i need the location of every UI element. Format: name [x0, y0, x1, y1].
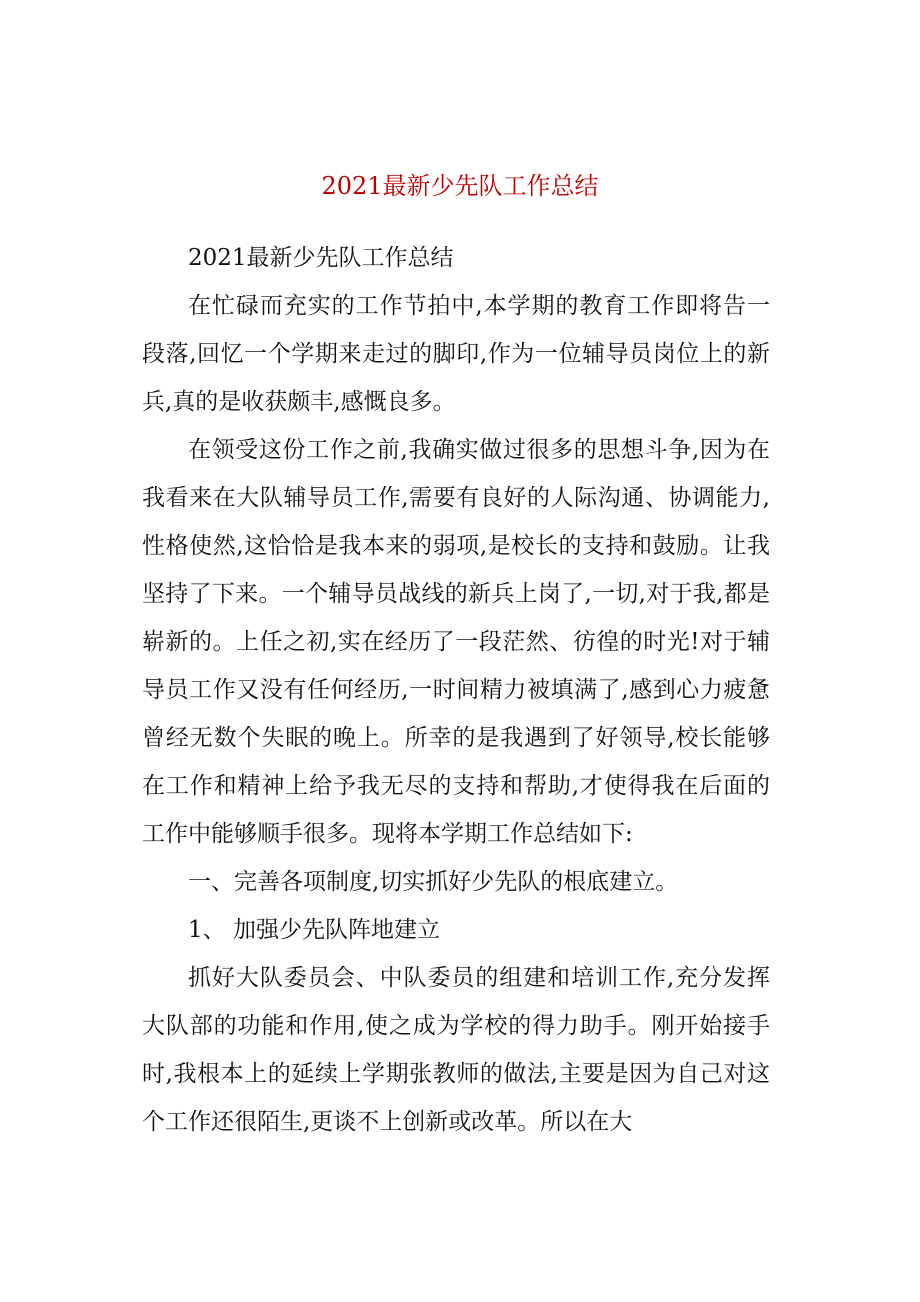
paragraph-intro: 在忙碌而充实的工作节拍中,本学期的教育工作即将告一段落,回忆一个学期来走过的脚印,作为一位辅导员岗位上的新兵,真的是收获颇丰,感慨良多。 [142, 293, 770, 415]
document-title: 2021最新少先队工作总结 [321, 172, 599, 200]
paragraph-subtitle: 2021最新少先队工作总结 [188, 245, 454, 271]
subsection-heading-1-1: 1、 加强少先队阵地建立 [188, 917, 440, 943]
section-heading-1: 一、完善各项制度,切实抓好少先队的根底建立。 [188, 869, 679, 895]
document-body [142, 234, 770, 1146]
paragraph-committee: 抓好大队委员会、中队委员的组建和培训工作,充分发挥大队部的功能和作用,使之成为学校的得力助手。刚开始接手时,我根本上的延续上学期张教师的做法,主要是因为自己对这个工作还很陌生,更谈不上创新或改革。所以在大 [142, 965, 770, 1135]
paragraph-reflection: 在领受这份工作之前,我确实做过很多的思想斗争,因为在我看来在大队辅导员工作,需要有良好的人际沟通、协调能力,性格使然,这恰恰是我本来的弱项,是校长的支持和鼓励。让我坚持了下来。一个辅导员战线的新兵上岗了,一切,对于我,都是崭新的。上任之初,实在经历了一段茫然、彷徨的时光!对于辅导员工作又没有任何经历,一时间精力被填满了,感到心力疲惫曾经无数个失眠的晚上。所幸的是我遇到了好领导,校长能够在工作和精神上给予我无尽的支持和帮助,才使得我在后面的工作中能够顺手很多。现将本学期工作总结如下: [142, 437, 770, 847]
